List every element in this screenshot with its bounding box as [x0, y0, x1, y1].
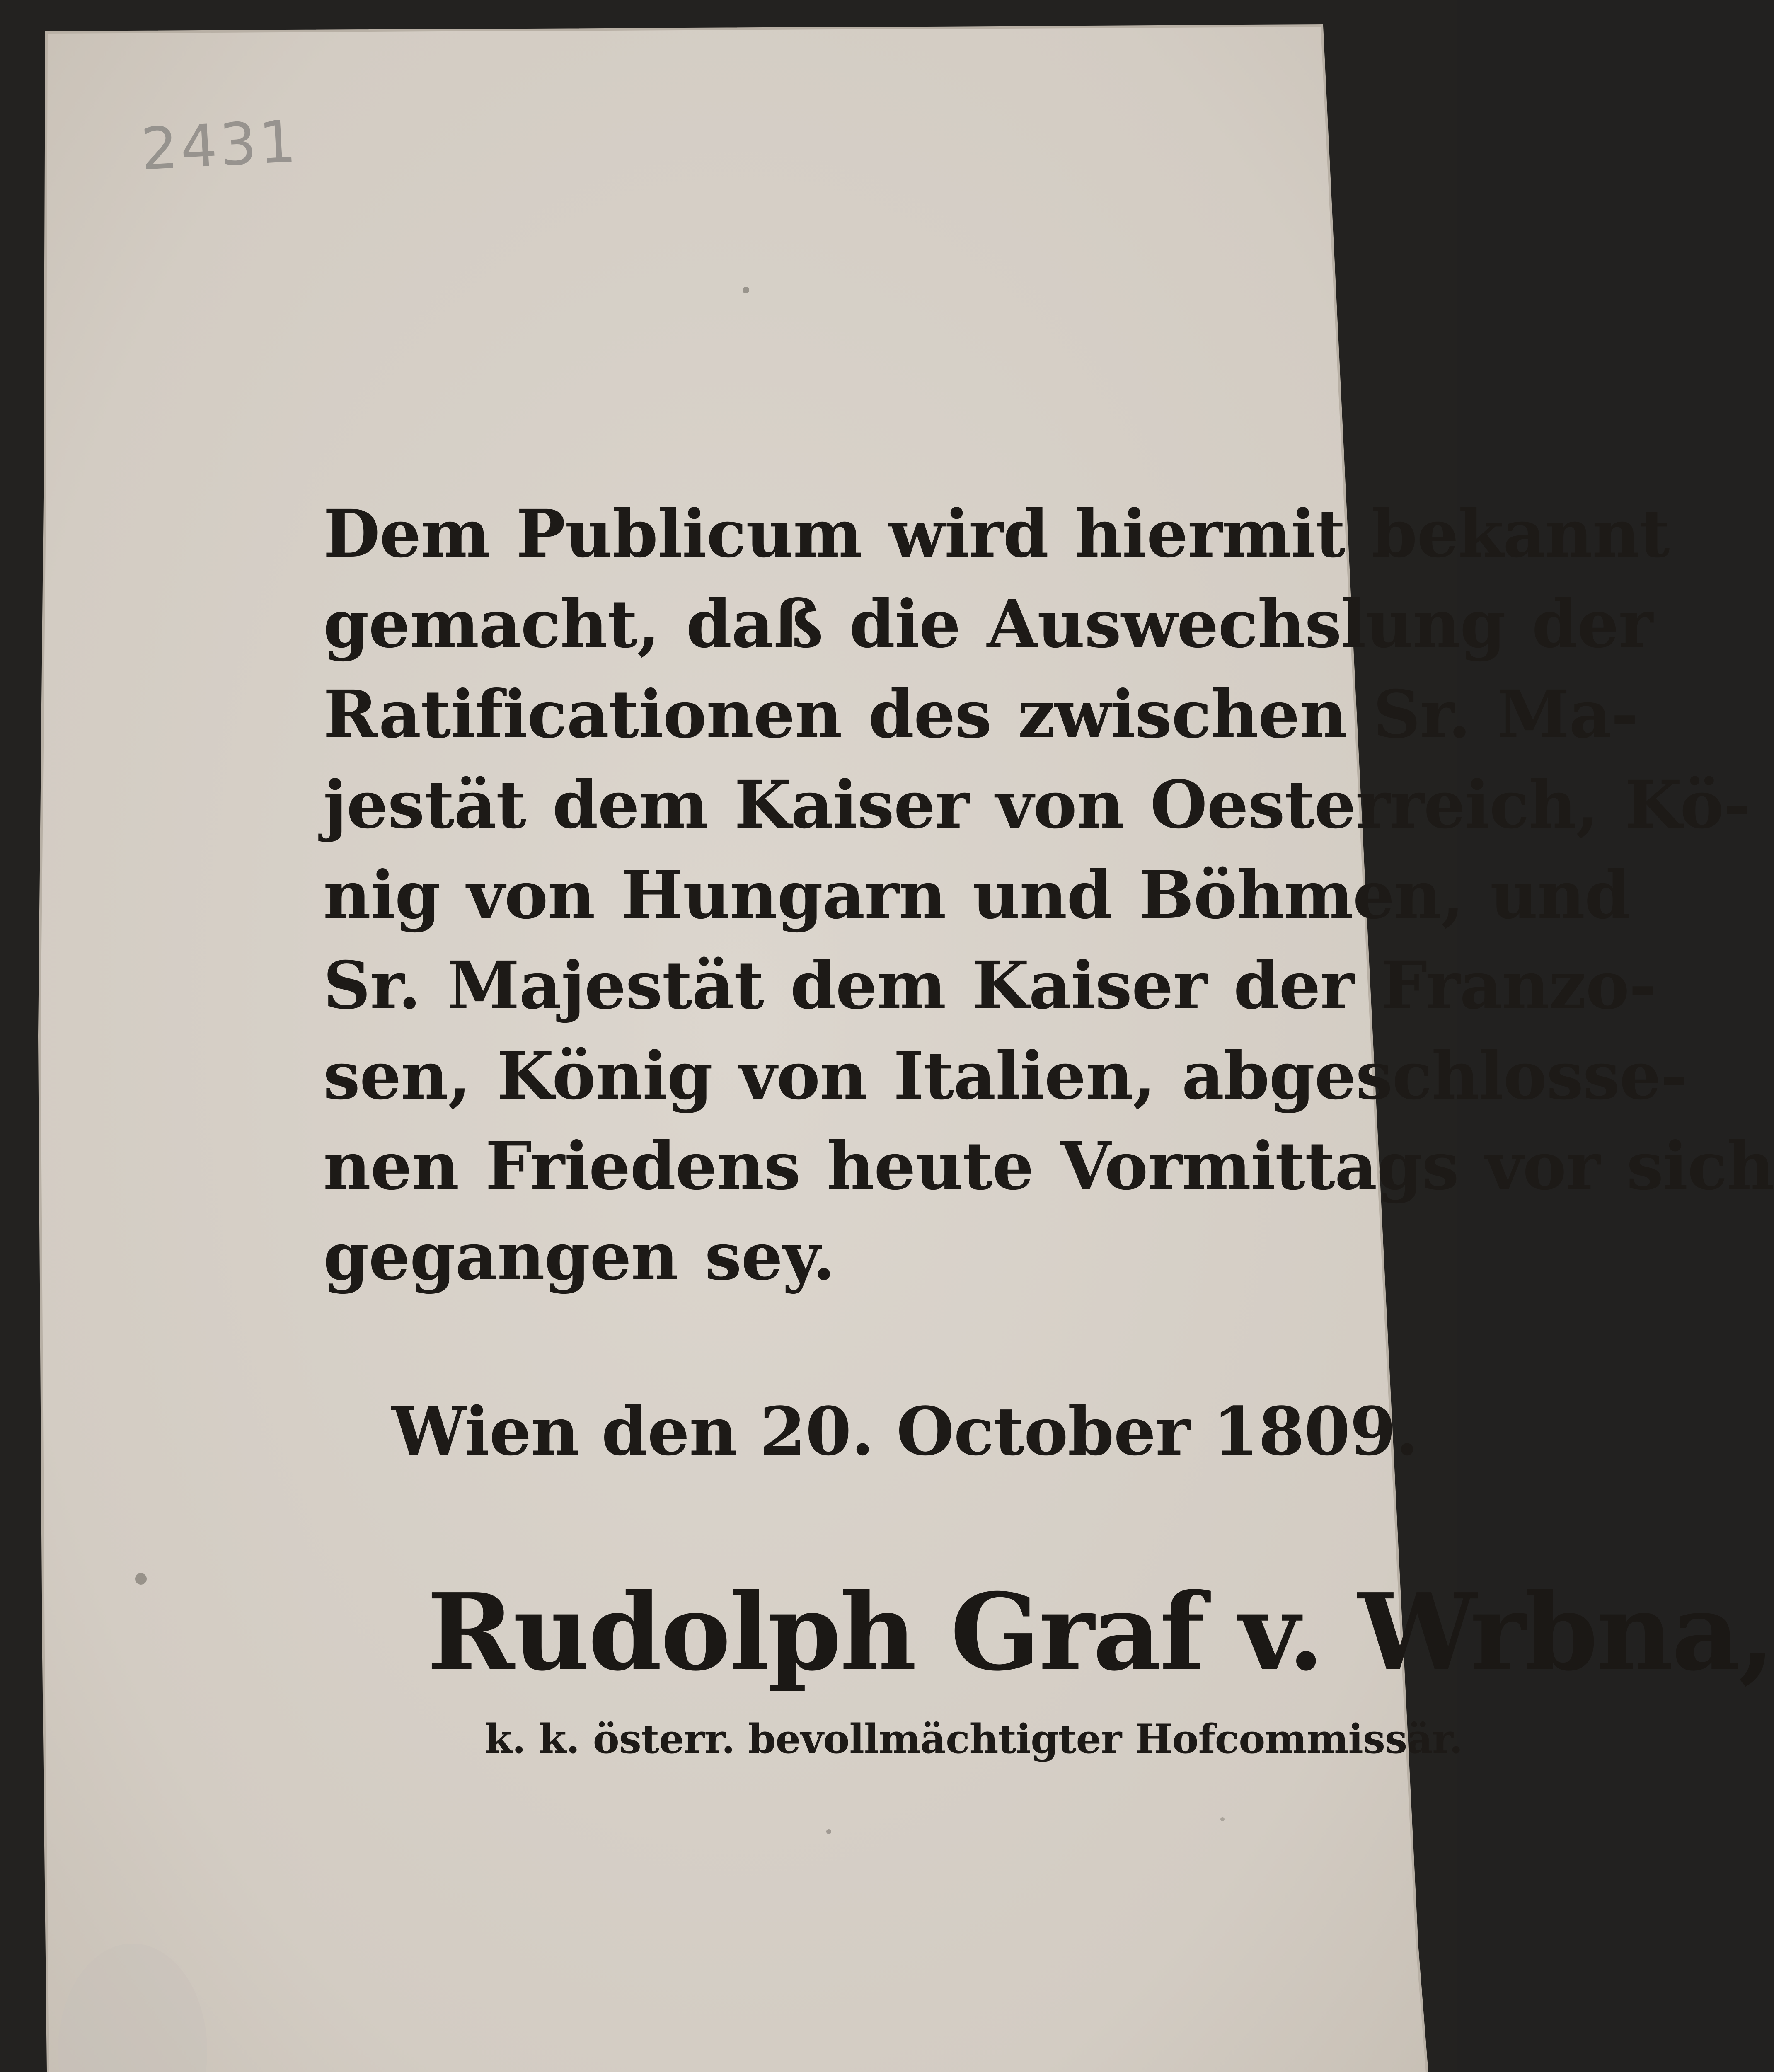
pencil-inventory-number: 2431 [139, 108, 300, 184]
body-line: Ratificationen des zwischen Sr. Ma- [323, 676, 1638, 753]
dateline: Wien den 20. October 1809. [392, 1392, 1418, 1470]
announcement-body [323, 489, 1774, 1302]
body-line: sen, König von Italien, abgeschlosse- [323, 1038, 1688, 1114]
body-line: gemacht, daß die Auswechslung der [323, 586, 1653, 663]
body-line: nig von Hungarn und Böhmen, und [323, 857, 1630, 934]
body-line: nen Friedens heute Vormittags vor sich [323, 1128, 1774, 1205]
signature-name: Rudolph Graf v. Wrbna, [427, 1571, 1774, 1694]
body-line: gegangen sey. [323, 1218, 835, 1295]
body-line: Dem Publicum wird hiermit bekannt [323, 496, 1670, 572]
signatory-title: k. k. österr. bevollmächtigter Hofcommissär. [485, 1716, 1463, 1762]
body-line: Sr. Majestät dem Kaiser der Franzo- [323, 947, 1656, 1024]
body-line: jestät dem Kaiser von Oesterreich, Kö- [323, 767, 1750, 843]
